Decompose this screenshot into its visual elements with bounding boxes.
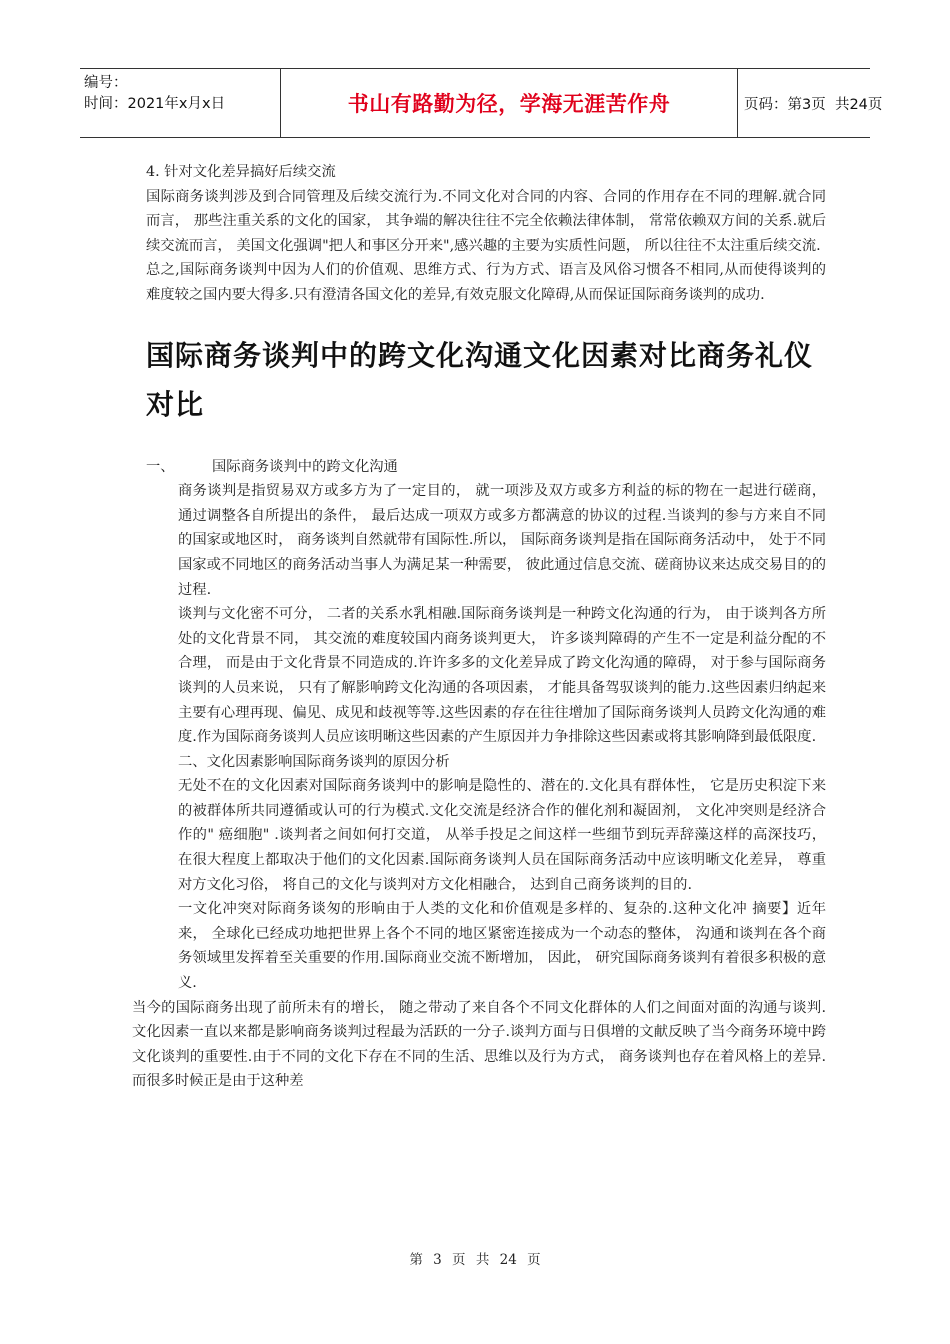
paragraph: 无处不在的文化因素对国际商务谈判中的影响是隐性的、潜在的.文化具有群体性， 它是历史积淀下来的被群体所共同遵循或认可的行为模式.文化交流是经济合作的催化剂和凝固剂， 文化冲突则是经济合作的" 癌细胞" .谈判者之间如何打交道， 从举手投足之间这样一些细节到玩弄辞藻这样的高深技巧， 在很大程度上都取决于他们的文化因素.国际商务谈判人员在国际商务活动中应该明晰文化差异， 尊重对方文化习俗， 将自己的文化与谈判对方文化相融合， 达到自己商务谈判的目的. [178,778,826,893]
document-body [132,160,826,1094]
section-1-heading-line [146,455,826,480]
article-title: 国际商务谈判中的跨文化沟通文化因素对比商务礼仪对比 [146,338,814,421]
page-footer: 第 3 页 共 24 页 [409,1252,541,1268]
document-time: 时间：2021年x月x日 [84,96,226,112]
header-motto: 书山有路勤为径，学海无涯苦作舟 [280,69,738,137]
paragraph: 一文化冲突对际商务谈匆的形晌由于人类的文化和价值观是多样的、复杂的.这种文化冲 摘要】近年来， 全球化已经成功地把世界上各个不同的地区紧密连接成为一个动态的整体， 沟通和谈判在各个商务领域里发挥着至关重要的作用.国际商业交流不断增加， 因此， 研究国际商务谈判有着很多积极的意义. [178,901,826,992]
section-1-body [178,479,826,995]
header-meta [84,73,280,115]
header-page-info: 页码：第3页 共24页 [744,96,883,113]
conclusion-paragraph: 总之,国际商务谈判中因为人们的价值观、思维方式、行为方式、语言及风俗习惯各不相同,从而使得谈判的难度较之国内要大得多.只有澄清各国文化的差异,有效克服文化障碍,从而保证国际商务谈判的成功. [146,262,826,303]
page-header [80,68,883,138]
document-number-label: 编号： [84,75,128,91]
paragraph: 商务谈判是指贸易双方或多方为了一定目的， 就一项涉及双方或多方利益的标的物在一起进行磋商， 通过调整各自所提出的条件， 最后达成一项双方或多方都满意的协议的过程.当谈判的参与方来自不同的国家或地区时， 商务谈判自然就带有国际性.所以， 国际商务谈判是指在国际商务活动中， 处于不同国家或不同地区的商务活动当事人为满足某一种需要， 彼此通过信息交流、磋商协议来达成交易目的的过程. [178,483,826,598]
point-4-heading: 4. 针对文化差异搞好后续交流 [146,164,336,180]
section-1-heading: 国际商务谈判中的跨文化沟通 [212,458,398,475]
paragraph: 国际商务谈判涉及到合同管理及后续交流行为.不同文化对合同的内容、合同的作用存在不同的理解.就合同而言， 那些注重关系的文化的国家， 其争端的解决往往不完全依赖法律体制， 常常依赖双方间的关系.就后续交流而言， 美国文化强调"把人和事区分开来",感兴趣的主要为实质性问题， 所以往往不太注重后续交流. [146,188,826,254]
section-2-heading: 二、文化因素影响国际商务谈判的原因分析 [178,753,450,770]
section-1-number: 一、 [146,458,175,475]
paragraph: 当今的国际商务出现了前所未有的增长， 随之带动了来自各个不同文化群体的人们之间面对面的沟通与谈判.文化因素一直以来都是影响商务谈判过程最为活跃的一分子.谈判方面与日俱增的文献反映了当今商务环境中跨文化谈判的重要性.由于不同的文化下存在不同的生活、思维以及行为方式， 商务谈判也存在着风格上的差异.而很多时候正是由于这种差 [132,999,826,1090]
paragraph: 谈判与文化密不可分， 二者的关系水乳相融.国际商务谈判是一种跨文化沟通的行为， 由于谈判各方所处的文化背景不同， 其交流的难度较国内商务谈判更大， 许多谈判障碍的产生不一定是利益分配的不合理， 而是由于文化背景不同造成的.许许多多的文化差异成了跨文化沟通的障碍， 对于参与国际商务谈判的人员来说， 只有了解影响跨文化沟通的各项因素， 才能具备驾驭谈判的能力.这些因素归纳起来主要有心理再现、偏见、成见和歧视等等.这些因素的存在往往增加了国际商务谈判人员跨文化沟通的难度.作为国际商务谈判人员应该明晰这些因素的产生原因并力争排除这些因素或将其影响降到最低限度. [178,606,826,746]
